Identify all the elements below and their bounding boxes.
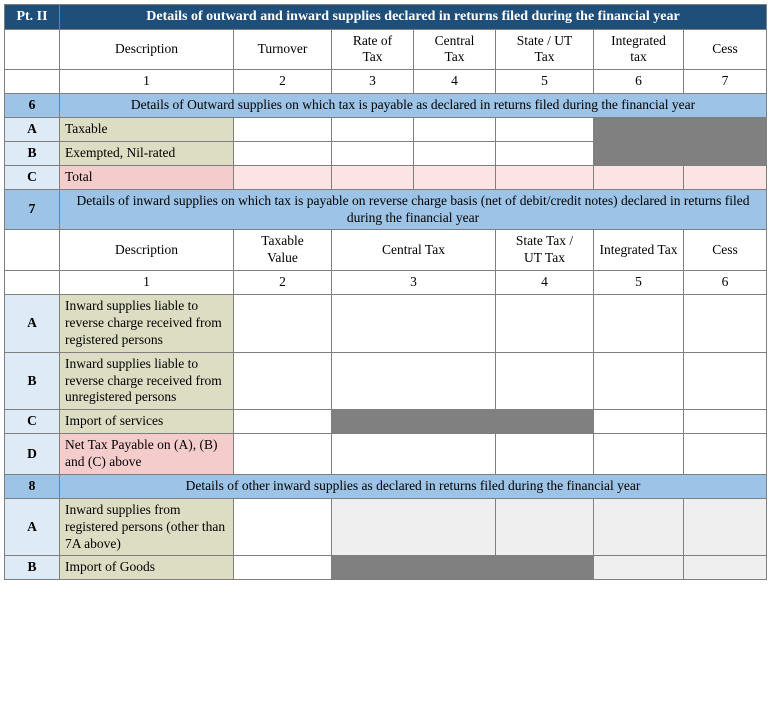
row-8a-state-ut-tax[interactable] bbox=[496, 498, 594, 556]
row-6a-sn: A bbox=[5, 118, 60, 142]
row-6b-integrated-tax-blocked bbox=[594, 141, 684, 165]
col2num-2: 2 bbox=[234, 271, 332, 295]
colnum-1: 1 bbox=[60, 70, 234, 94]
section-8-header-row bbox=[5, 474, 767, 498]
row-6b-rate[interactable] bbox=[332, 141, 414, 165]
state-ut-tax-line2: Tax bbox=[534, 49, 555, 65]
part-title: Details of outward and inward supplies declared in returns filed during the financial year bbox=[60, 5, 767, 30]
row-8b-state-ut-tax-blocked bbox=[496, 556, 594, 580]
row-6b-state-ut-tax[interactable] bbox=[496, 141, 594, 165]
section-6-title: Details of Outward supplies on which tax is payable as declared in returns filed during the financial year bbox=[60, 94, 767, 118]
col-header-integrated-tax bbox=[594, 29, 684, 70]
row-6a-central-tax[interactable] bbox=[414, 118, 496, 142]
colnum-7: 7 bbox=[684, 70, 767, 94]
col2num-5: 5 bbox=[594, 271, 684, 295]
row-7b-description: Inward supplies liable to reverse charge received from unregistered persons bbox=[60, 352, 234, 410]
col-header-cess: Cess bbox=[684, 29, 767, 70]
col2-header-taxable-value bbox=[234, 230, 332, 271]
row-7d-sn: D bbox=[5, 434, 60, 475]
gstr-annual-return-table bbox=[4, 4, 767, 580]
row-7b-taxable-value[interactable] bbox=[234, 352, 332, 410]
row-7b-cess[interactable] bbox=[684, 352, 767, 410]
row-8b-central-tax-blocked bbox=[332, 556, 496, 580]
central-tax-line2: Tax bbox=[444, 49, 465, 65]
row-6c-state-ut-tax[interactable] bbox=[496, 165, 594, 189]
table2-column-number-row bbox=[5, 271, 767, 295]
document-sheet bbox=[0, 4, 770, 712]
row-8b-taxable-value[interactable] bbox=[234, 556, 332, 580]
row-7c-sn: C bbox=[5, 410, 60, 434]
table-row bbox=[5, 118, 767, 142]
row-6b-central-tax[interactable] bbox=[414, 141, 496, 165]
col2num-3: 3 bbox=[332, 271, 496, 295]
section-8-number: 8 bbox=[5, 474, 60, 498]
row-8a-sn: A bbox=[5, 498, 60, 556]
table-row bbox=[5, 295, 767, 353]
col2num-4: 4 bbox=[496, 271, 594, 295]
row-7c-description: Import of services bbox=[60, 410, 234, 434]
section-7-number: 7 bbox=[5, 189, 60, 230]
col-header-rate-of-tax bbox=[332, 29, 414, 70]
row-6c-sn: C bbox=[5, 165, 60, 189]
row-6c-description: Total bbox=[60, 165, 234, 189]
row-7a-taxable-value[interactable] bbox=[234, 295, 332, 353]
colnum-4: 4 bbox=[414, 70, 496, 94]
col2-header-central-tax: Central Tax bbox=[332, 230, 496, 271]
row-8a-taxable-value[interactable] bbox=[234, 498, 332, 556]
table-row bbox=[5, 410, 767, 434]
integrated-tax-line1: Integrated bbox=[611, 32, 666, 48]
table-row bbox=[5, 434, 767, 475]
taxable-value-line2: Value bbox=[267, 250, 298, 266]
row-7a-central-tax[interactable] bbox=[332, 295, 496, 353]
row-7a-cess[interactable] bbox=[684, 295, 767, 353]
table-row bbox=[5, 498, 767, 556]
row-6a-state-ut-tax[interactable] bbox=[496, 118, 594, 142]
colnum-5: 5 bbox=[496, 70, 594, 94]
row-6b-description: Exempted, Nil-rated bbox=[60, 141, 234, 165]
state-ut-tax-line1: State / UT bbox=[516, 32, 573, 48]
row-8b-sn: B bbox=[5, 556, 60, 580]
row-8a-description: Inward supplies from registered persons (other than 7A above) bbox=[60, 498, 234, 556]
rate-of-tax-line2: Tax bbox=[362, 49, 383, 65]
colnum-3: 3 bbox=[332, 70, 414, 94]
section-8-title: Details of other inward supplies as declared in returns filed during the financial year bbox=[60, 474, 767, 498]
row-7d-integrated-tax[interactable] bbox=[594, 434, 684, 475]
row-8a-central-tax[interactable] bbox=[332, 498, 496, 556]
row-6c-cess[interactable] bbox=[684, 165, 767, 189]
row-8b-description: Import of Goods bbox=[60, 556, 234, 580]
row-7c-state-ut-tax-blocked bbox=[496, 410, 594, 434]
table2-column-header-row bbox=[5, 230, 767, 271]
part-header-row bbox=[5, 5, 767, 30]
section-6-number: 6 bbox=[5, 94, 60, 118]
section-7-title: Details of inward supplies on which tax is payable on reverse charge basis (net of debit/credit notes) declared in returns filed during the financial year bbox=[60, 189, 767, 230]
col2-header-description: Description bbox=[60, 230, 234, 271]
row-7c-central-tax-blocked bbox=[332, 410, 496, 434]
row-6c-turnover[interactable] bbox=[234, 165, 332, 189]
row-7c-cess[interactable] bbox=[684, 410, 767, 434]
row-6a-rate[interactable] bbox=[332, 118, 414, 142]
row-6a-integrated-tax-blocked bbox=[594, 118, 684, 142]
row-7c-integrated-tax[interactable] bbox=[594, 410, 684, 434]
row-7a-sn: A bbox=[5, 295, 60, 353]
table1-column-number-row bbox=[5, 70, 767, 94]
colnum-6: 6 bbox=[594, 70, 684, 94]
empty-cell bbox=[5, 230, 60, 271]
state-tax-line2: UT Tax bbox=[524, 250, 565, 266]
col-header-turnover: Turnover bbox=[234, 29, 332, 70]
table-row bbox=[5, 165, 767, 189]
row-6b-turnover[interactable] bbox=[234, 141, 332, 165]
row-6c-central-tax[interactable] bbox=[414, 165, 496, 189]
section-6-header-row bbox=[5, 94, 767, 118]
col2-header-integrated-tax: Integrated Tax bbox=[594, 230, 684, 271]
row-7b-integrated-tax[interactable] bbox=[594, 352, 684, 410]
row-7d-central-tax[interactable] bbox=[332, 434, 496, 475]
empty-cell bbox=[5, 70, 60, 94]
section-7-header-row bbox=[5, 189, 767, 230]
row-7b-central-tax[interactable] bbox=[332, 352, 496, 410]
row-6c-rate[interactable] bbox=[332, 165, 414, 189]
row-7d-description: Net Tax Payable on (A), (B) and (C) above bbox=[60, 434, 234, 475]
row-7d-taxable-value[interactable] bbox=[234, 434, 332, 475]
row-6a-description: Taxable bbox=[60, 118, 234, 142]
row-7c-taxable-value[interactable] bbox=[234, 410, 332, 434]
colnum-2: 2 bbox=[234, 70, 332, 94]
row-8a-integrated-tax[interactable] bbox=[594, 498, 684, 556]
empty-cell bbox=[5, 29, 60, 70]
row-8b-cess[interactable] bbox=[684, 556, 767, 580]
row-7b-state-ut-tax[interactable] bbox=[496, 352, 594, 410]
row-7d-cess[interactable] bbox=[684, 434, 767, 475]
row-7b-sn: B bbox=[5, 352, 60, 410]
col-header-central-tax bbox=[414, 29, 496, 70]
row-6b-sn: B bbox=[5, 141, 60, 165]
col2num-6: 6 bbox=[684, 271, 767, 295]
table-row bbox=[5, 352, 767, 410]
row-6a-turnover[interactable] bbox=[234, 118, 332, 142]
taxable-value-line1: Taxable bbox=[261, 233, 304, 249]
table-row bbox=[5, 556, 767, 580]
row-7a-state-ut-tax[interactable] bbox=[496, 295, 594, 353]
col2-header-state-ut-tax bbox=[496, 230, 594, 271]
central-tax-line1: Central bbox=[434, 32, 475, 48]
row-8a-cess[interactable] bbox=[684, 498, 767, 556]
rate-of-tax-line1: Rate of bbox=[352, 32, 393, 48]
col2num-1: 1 bbox=[60, 271, 234, 295]
table1-column-header-row bbox=[5, 29, 767, 70]
row-7a-integrated-tax[interactable] bbox=[594, 295, 684, 353]
row-6c-integrated-tax[interactable] bbox=[594, 165, 684, 189]
col-header-description: Description bbox=[60, 29, 234, 70]
col2-header-cess: Cess bbox=[684, 230, 767, 271]
table-row bbox=[5, 141, 767, 165]
state-tax-line1: State Tax / bbox=[515, 233, 574, 249]
row-6b-cess-blocked bbox=[684, 141, 767, 165]
empty-cell bbox=[5, 271, 60, 295]
row-8b-integrated-tax[interactable] bbox=[594, 556, 684, 580]
part-label: Pt. II bbox=[5, 5, 60, 30]
row-7a-description: Inward supplies liable to reverse charge received from registered persons bbox=[60, 295, 234, 353]
col-header-state-ut-tax bbox=[496, 29, 594, 70]
row-6a-cess-blocked bbox=[684, 118, 767, 142]
integrated-tax-line2: tax bbox=[630, 49, 647, 65]
row-7d-state-ut-tax[interactable] bbox=[496, 434, 594, 475]
